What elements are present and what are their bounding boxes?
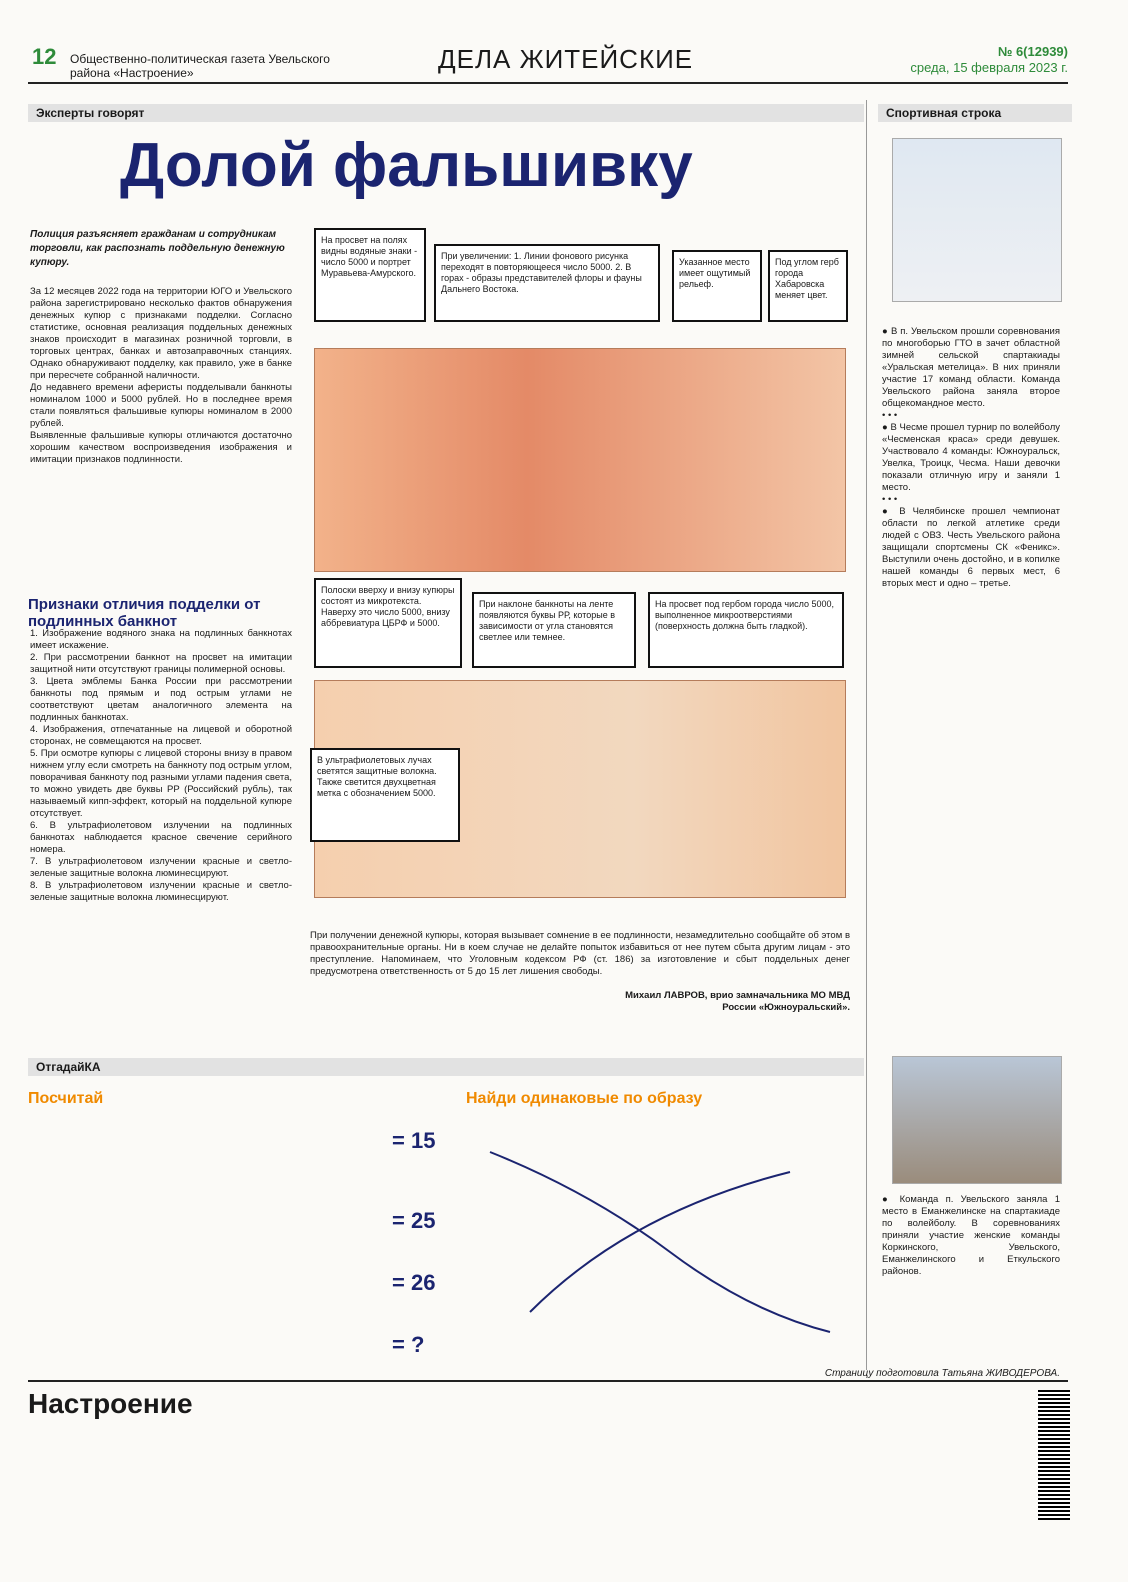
callout-kipp: При наклоне банкноты на ленте появляются буквы РР, которые в зависимости от угла становятся светлее или темнее. [472,592,636,668]
article-intro: За 12 месяцев 2022 года на территории ЮГО и Увельского района зарегистрировано несколько фактов обнаружения денежных купюр с признаками подделки. Согласно статистике, основная реализация поддельных денежных знаков происходит в магазинах розничной торговли, в торговых центрах, банках и автозаправочных станциях. Однако обнаруживают подделку, как правило, уже в банке при пересчете собранной наличности. До недавнего времени аферисты подделывали банкноты номиналом 1000 и 5000 рублей. Но в последнее время стали появляться фальшивые купюры номиналом в 2000 рублей. Выявленные фальшивые купюры отличаются достаточно хорошим качеством воспроизведения изображения и имитации признаков подлинности. [30,286,292,465]
paper-subtitle: Общественно-политическая газета Увельского района «Настроение» [70,52,330,80]
equation-row [28,1196,448,1252]
rubric-games: ОтгадайКА [28,1058,864,1076]
banknote-front [314,348,846,572]
equation-result: = 15 [392,1128,436,1153]
article-subhead: Признаки отличия подделки от подлинных банкнот [28,596,261,630]
equation-result: = 25 [392,1208,436,1233]
rubric-experts: Эксперты говорят [28,104,864,122]
callout-magnify: При увеличении: 1. Линии фонового рисунка переходят в повторяющееся число 5000. 2. В горах - образы представителей флоры и фауны Дальнего Востока. [434,244,660,322]
column-divider [866,100,867,1370]
callout-microtext: Полоски вверху и внизу купюры состоят из микротекста. Наверху это число 5000, внизу аббревиатура ЦБРФ и 5000. [314,578,462,668]
section-title: ДЕЛА ЖИТЕЙСКИЕ [438,44,694,74]
page-number: 12 [32,44,57,69]
match-title: Найди одинаковые по образу [466,1090,703,1107]
footer [28,1380,1068,1552]
barcode [1038,1390,1070,1520]
page-credit: Страницу подготовила Татьяна ЖИВОДЕРОВА. [824,1368,1060,1379]
callout-coat: Под углом герб города Хабаровска меняет цвет. [768,250,848,322]
page-header [28,40,1068,84]
callout-microholes: На просвет под гербом города число 5000, выполненное микроотверстиями (поверхность должна быть гладкой). [648,592,844,668]
equation-row [28,1258,448,1314]
photo-volleyball [892,1056,1062,1184]
article-lead: Полиция разъясняет гражданам и сотрудникам торговли, как распознать поддельную денежную купюру. [30,229,285,268]
callout-watermark: На просвет на полях видны водяные знаки - число 5000 и портрет Муравьева-Амурского. [314,228,426,322]
issue-number: № 6(12939) [997,44,1068,59]
count-title: Посчитай [28,1090,104,1107]
equation-result: = 26 [392,1270,436,1295]
equation-row [28,1320,448,1376]
equation-result: = ? [392,1332,425,1357]
shape-maze [470,1112,850,1372]
callout-uv: В ультрафиолетовых лучах светятся защитные волокна. Также светится двухцветная метка с обозначением 5000. [310,748,460,842]
masthead-logo: Настроение [28,1388,193,1419]
sport-news: ● В п. Увельском прошли соревнования по многоборью ГТО в зачет областной зимней сельской спартакиады «Уральская метелица». В них приняли участие 17 команд области. Команда Увельского района заняла второе общекомандное место. • • • ● В Чесме прошел турнир по волейболу «Чесменская краса» среди девушек. Участвовало 4 команды: Южноуральск, Увелка, Троицк, Чесма. Наши девочки показали отличную игру и заняли 1 место. • • • ● В Челябинске прошел чемпионат области по легкой атлетике среди людей с ОВЗ. Честь Увельского района защищали спортсмены СК «Феникс». Выступили очень достойно, и в копилке нашей команды 6 первых мест, 6 вторых мест и одно – третье. [882,326,1060,589]
callout-relief: Указанное место имеет ощутимый рельеф. [672,250,762,322]
photo-skiers [892,138,1062,302]
rubric-sport: Спортивная строка [878,104,1072,122]
issue-date: среда, 15 февраля 2023 г. [910,60,1068,75]
article-title: Долой фальшивку [120,131,693,200]
sport-news-volleyball: ● Команда п. Увельского заняла 1 место в Еманжелинске на спартакиаде по волейболу. В соревнованиях приняли участие женские команды Коркинского, Увельского, Еманжелинского и Еткульского районов. [882,1194,1060,1277]
article-ending: При получении денежной купюры, которая вызывает сомнение в ее подлинности, незамедлительно сообщайте об этом в правоохранительные органы. Ни в коем случае не делайте попыток избавиться от нее путем сбыта другим лицам - это преступление. Напоминаем, что Уголовным кодексом РФ (ст. 186) за изготовление и сбыт поддельных денег предусмотрена ответственность от 5 до 15 лет лишения свободы. [310,930,850,977]
byline: Михаил ЛАВРОВ, врио замначальника МО МВД России «Южноуральский». [625,990,850,1013]
equation-row [28,1116,448,1172]
signs-list: 1. Изображение водяного знака на подлинных банкнотах имеет искажение. 2. При рассмотрении банкнот на просвет на имитации защитной нити отсутствуют границы полимерной основы. 3. Цвета эмблемы Банка России при рассмотрении банкноты под прямым и под острым углами не соответствуют цветам аналогичного элемента на подлинных банкнотах. 4. Изображения, отпечатанные на лицевой и оборотной сторонах, не совмещаются на просвет. 5. При осмотре купюры с лицевой стороны внизу в правом нижнем углу если смотреть на банкноту под острым углом, поворачивая банкноту под разными углами падения света, то можно увидеть две буквы РР (Российский рубль), так называемый кипп-эффект, который на поддельной купюре отсутствует. 6. В ультрафиолетовом излучении на подлинных банкнотах наблюдается красное свечение серийного номера. 7. В ультрафиолетовом излучении красные и светло-зеленые защитные волокна люминесцируют. 8. В ультрафиолетовом излучении красные и светло-зеленые защитные волокна люминесцируют. [30,628,292,903]
